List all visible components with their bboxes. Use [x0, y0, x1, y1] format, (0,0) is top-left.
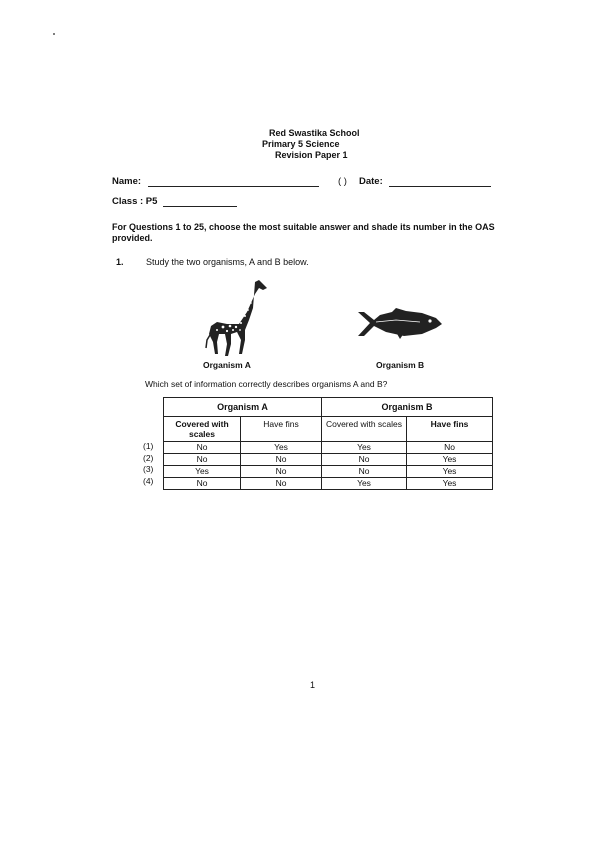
options-table — [163, 397, 493, 490]
question-prompt: Which set of information correctly describes organisms A and B? — [145, 379, 388, 389]
class-field[interactable] — [163, 206, 237, 207]
option-number[interactable]: (4) — [143, 475, 154, 486]
table-cell: Yes — [407, 454, 493, 466]
table-cell: No — [241, 466, 322, 478]
question-text: Study the two organisms, A and B below. — [146, 257, 309, 267]
table-cell: Yes — [322, 442, 407, 454]
table-cell: Yes — [164, 466, 241, 478]
table-cell: Yes — [241, 442, 322, 454]
option-number[interactable]: (1) — [143, 441, 154, 451]
giraffe-icon — [203, 278, 271, 358]
table-cell: Yes — [407, 466, 493, 478]
table-row[interactable] — [164, 442, 493, 454]
table-sub-header: Have fins — [241, 417, 322, 442]
table-cell: No — [407, 442, 493, 454]
table-cell: No — [164, 478, 241, 490]
date-field[interactable] — [389, 186, 491, 187]
fish-icon — [356, 306, 444, 344]
table-cell: No — [164, 454, 241, 466]
table-row[interactable] — [164, 454, 493, 466]
class-label: Class : P5 — [112, 196, 158, 207]
table-cell: No — [322, 466, 407, 478]
organism-b-label: Organism B — [376, 360, 425, 370]
scan-speck — [53, 33, 55, 35]
instructions: For Questions 1 to 25, choose the most suitable answer and shade its number in the OAS provided. — [112, 222, 495, 243]
table-sub-header: Have fins — [407, 417, 493, 442]
organism-a-label: Organism A — [203, 360, 251, 370]
option-number[interactable]: (2) — [143, 452, 154, 463]
table-cell: No — [241, 478, 322, 490]
name-field[interactable] — [148, 186, 319, 187]
table-sub-header: Covered with scales — [322, 417, 407, 442]
date-label: Date: — [359, 176, 383, 187]
question-number: 1. — [116, 257, 124, 267]
table-row[interactable] — [164, 466, 493, 478]
option-numbers — [143, 441, 153, 487]
table-sub-header: Covered with scales — [164, 417, 241, 442]
school-name: Red Swastika School — [269, 128, 360, 138]
table-cell: Yes — [407, 478, 493, 490]
page-number: 1 — [310, 680, 316, 690]
table-cell: No — [164, 442, 241, 454]
option-number[interactable]: (3) — [143, 464, 154, 474]
table-group-header: Organism A — [164, 398, 322, 417]
paper-title: Revision Paper 1 — [275, 150, 348, 160]
table-cell: No — [322, 454, 407, 466]
name-label: Name: — [112, 176, 142, 187]
table-cell: No — [241, 454, 322, 466]
table-row[interactable] — [164, 478, 493, 490]
table-cell: Yes — [322, 478, 407, 490]
paper-level: Primary 5 Science — [262, 139, 340, 149]
index-bracket: ( ) — [338, 176, 347, 187]
table-group-header: Organism B — [322, 398, 493, 417]
